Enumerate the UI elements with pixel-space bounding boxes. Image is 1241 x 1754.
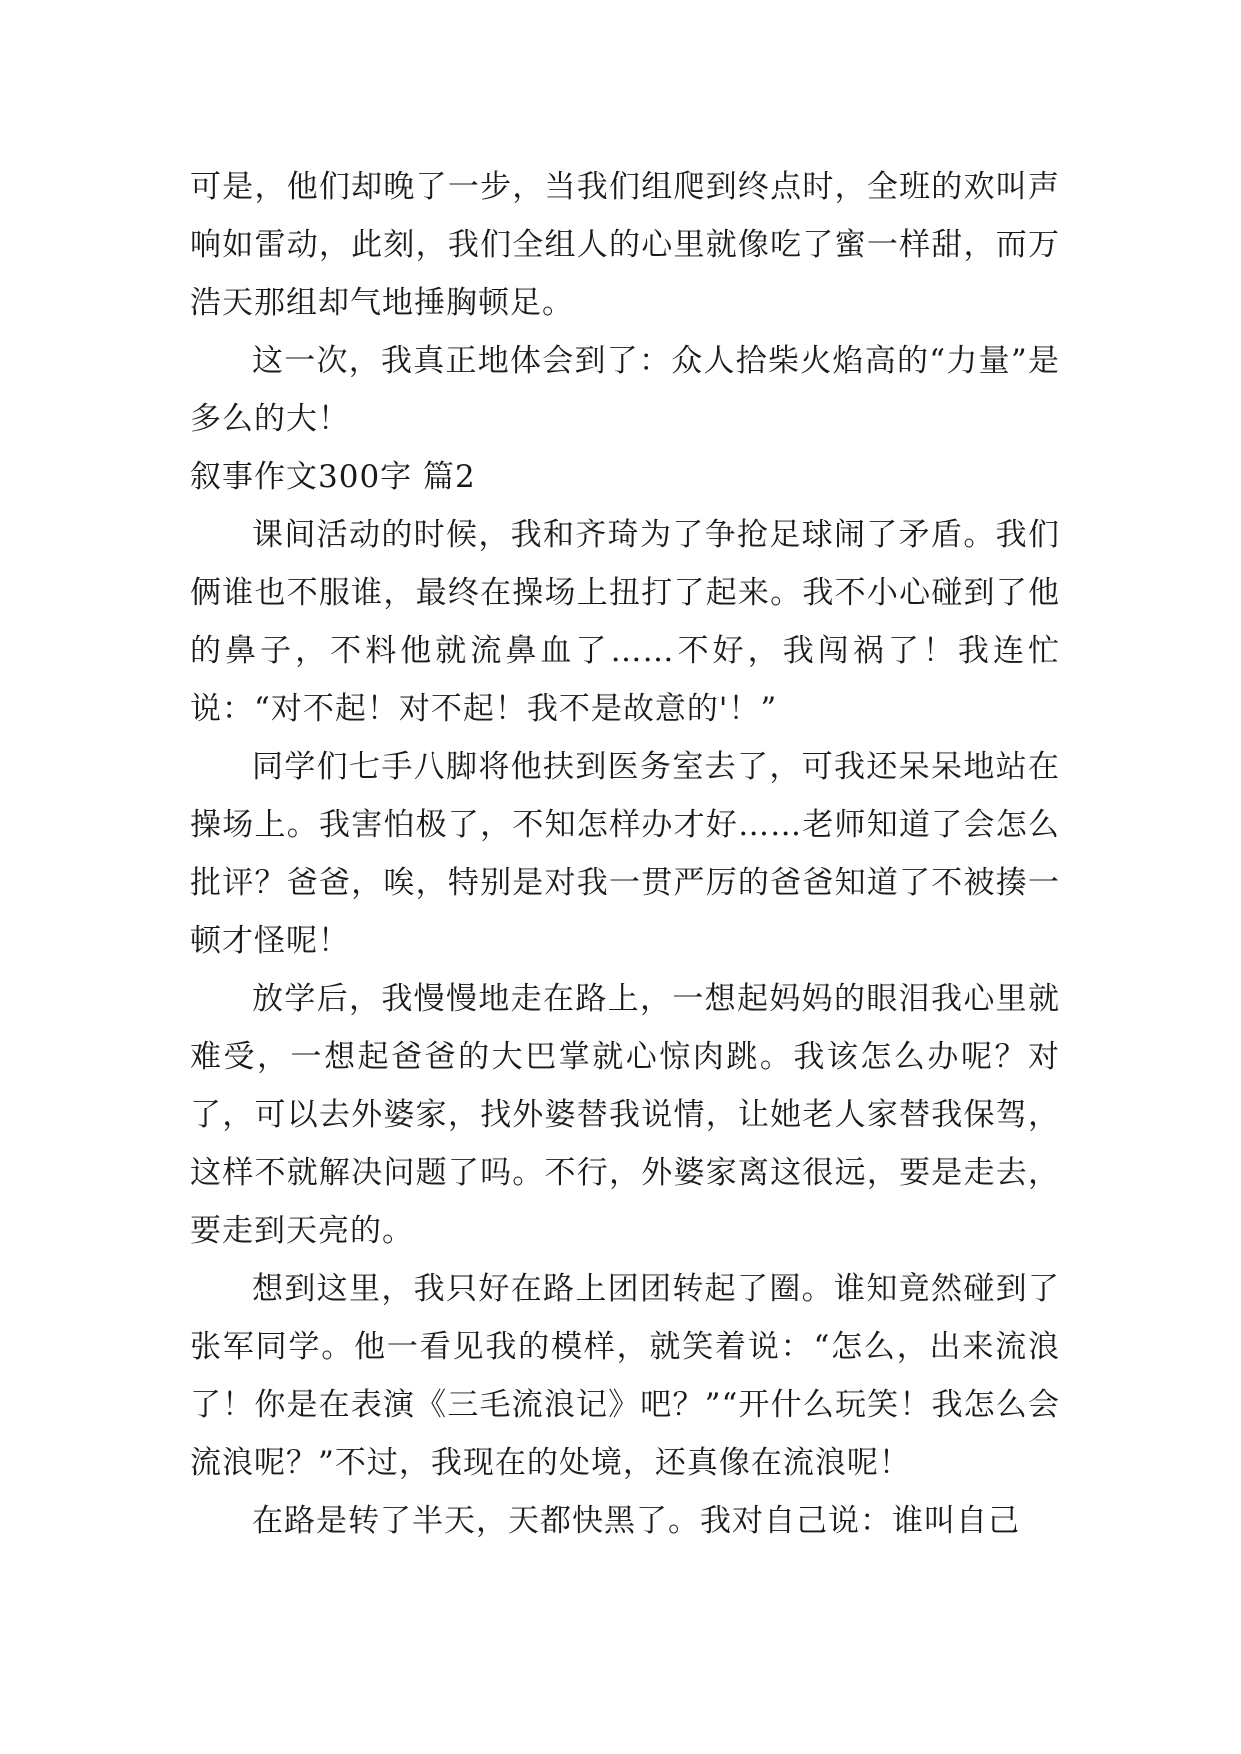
paragraph-1: 可是，他们却晚了一步，当我们组爬到终点时，全班的欢叫声响如雷动，此刻，我们全组人的心里就像吃了蜜一样甜，而万浩天那组却气地捶胸顿足。 xyxy=(190,169,1060,321)
paragraph-3: 课间活动的时候，我和齐琦为了争抢足球闹了矛盾。我们俩谁也不服谁，最终在操场上扭打了起来。我不小心碰到了他的鼻子，不料他就流鼻血了……不好，我闯祸了！我连忙说：“对不起！对不起！我不是故意的'！” xyxy=(190,517,1060,727)
paragraph-4: 同学们七手八脚将他扶到医务室去了，可我还呆呆地站在操场上。我害怕极了，不知怎样办才好……老师知道了会怎么批评？爸爸，唉，特别是对我一贯严厉的爸爸知道了不被揍一顿才怪呢！ xyxy=(190,749,1060,959)
paragraph-7: 在路是转了半天，天都快黑了。我对自己说：谁叫自己 xyxy=(252,1503,1020,1539)
paragraph-2: 这一次，我真正地体会到了：众人拾柴火焰高的“力量”是多么的大！ xyxy=(190,343,1060,437)
document-body xyxy=(190,158,1060,1550)
section-title: 叙事作文300字 篇2 xyxy=(190,459,476,495)
paragraph-5: 放学后，我慢慢地走在路上，一想起妈妈的眼泪我心里就难受，一想起爸爸的大巴掌就心惊肉跳。我该怎么办呢？对了，可以去外婆家，找外婆替我说情，让她老人家替我保驾，这样不就解决问题了吗。不行，外婆家离这很远，要是走去，要走到天亮的。 xyxy=(190,981,1060,1249)
paragraph-6: 想到这里，我只好在路上团团转起了圈。谁知竟然碰到了张军同学。他一看见我的模样，就笑着说：“怎么，出来流浪了！你是在表演《三毛流浪记》吧？”“开什么玩笑！我怎么会流浪呢？”不过，我现在的处境，还真像在流浪呢！ xyxy=(190,1271,1060,1481)
